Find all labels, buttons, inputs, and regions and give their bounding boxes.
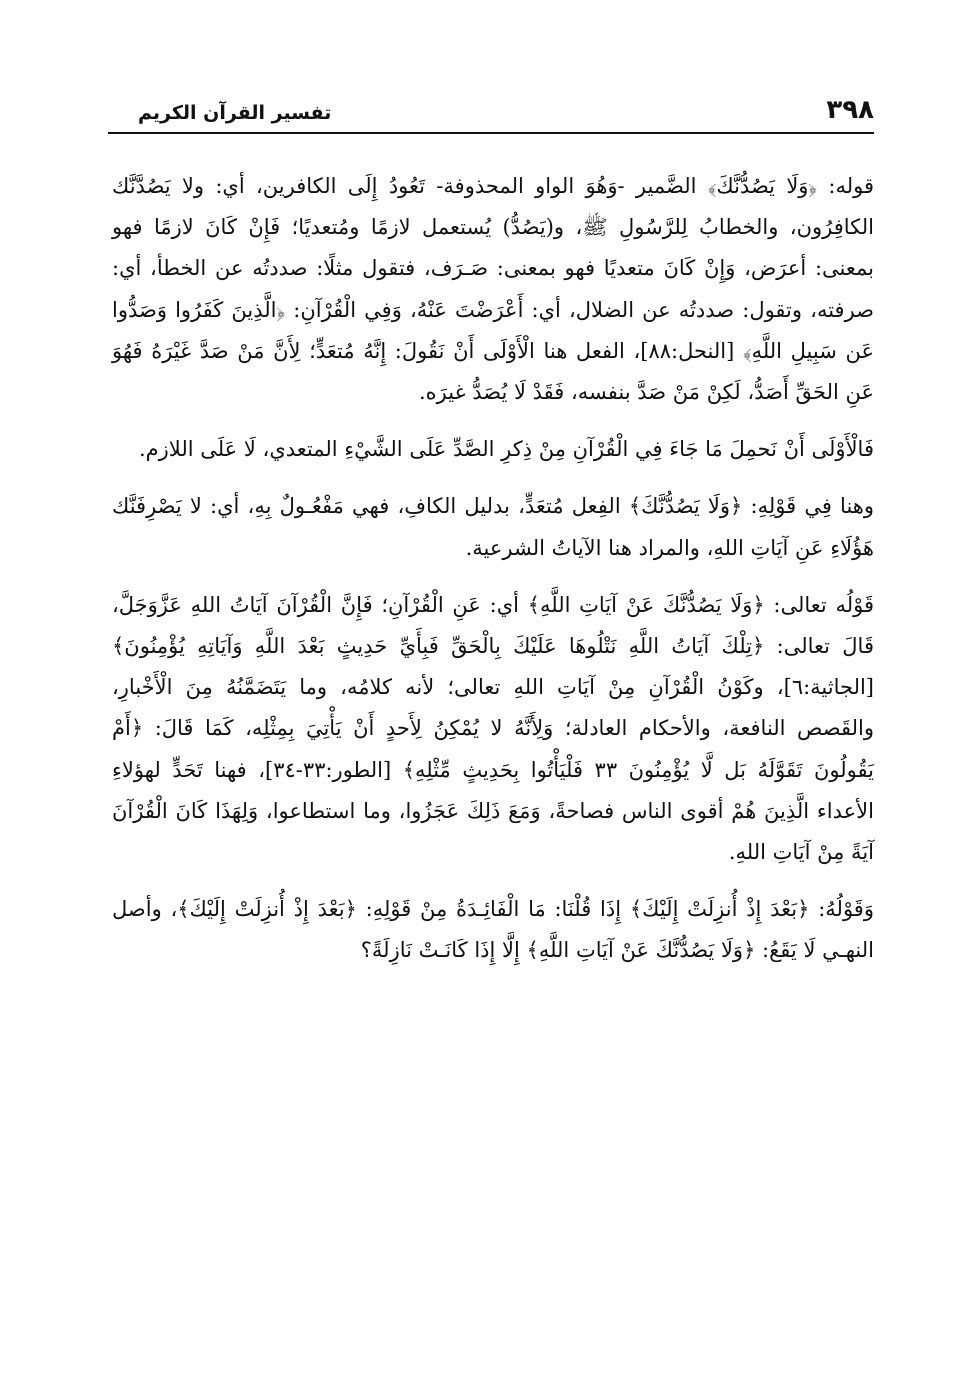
paragraph-2: فَالْأَوْلَى أَنْ نَحمِلَ مَا جَاءَ فِي الْقُرْآنِ مِنْ ذِكرِ الصَّدِّ عَلَى الشَّيْءِ المتعدي، لَا عَلَى اللازم. <box>138 437 874 462</box>
book-title: تفسير القرآن الكريم <box>138 102 332 124</box>
paragraph-4: قَوْلُه تعالى: ﴿وَلَا يَصُدُّنَّكَ عَنْ آيَاتِ اللَّهِ﴾ أي: عَنِ الْقُرْآنِ؛ فَإِنَّ الْقُرْآنَ آيَاتُ اللهِ عَزَّوَجَلَّ، قَالَ تعالى: ﴿تِلْكَ آيَاتُ اللَّهِ نَتْلُوهَا عَلَيْكَ بِالْحَقِّ فَبِأَيِّ حَدِيثٍ بَعْدَ اللَّهِ وَآيَاتِهِ يُؤْمِنُونَ﴾ [الجاثية:٦]، وكَوْنُ الْقُرْآنِ مِنْ آيَاتِ اللهِ تعالى؛ لأنه كلامُه، وما يَتَضَمَّنُهُ مِنَ الْأَخْبارِ، والقَصص النافعة، والأحكام العادلة؛ وَلِأَنَّهُ لا يُمْكِنُ لِأَحدٍ أَنْ يَأْتِيَ بِمِثْلِه، كَمَا قَالَ: ﴿أَمْ يَقُولُونَ تَقَوَّلَهُ بَل لَّا يُؤْمِنُونَ ٣٣ فَلْيَأْتُوا بِحَدِيثٍ مِّثْلِهِ﴾ [الطور:٣٣-٣٤]، فهنا تَحَدٍّ لهؤلاءِ الأعداء الَّذِينَ هُمْ أقوى الناس فصاحةً، وَمَعَ ذَلِكَ عَجَزُوا، وما استطاعوا، وَلِهَذَا كَانَ الْقُرْآنَ آيَةً مِنْ آيَاتِ اللهِ. <box>112 592 874 865</box>
paragraph-5: وَقَوْلُهُ: ﴿بَعْدَ إِذْ أُنزِلَتْ إِلَيْكَ﴾ إِذَا قُلْنَا: مَا الْفَائِـدَةُ مِنْ قَوْلِهِ: ﴿بَعْدَ إِذْ أُنزِلَتْ إِلَيْكَ﴾، وأصل النهـي لَا يَقَعُ: ﴿وَلَا يَصُدُّنَّكَ عَنْ آيَاتِ اللَّهِ﴾ إِلَّا إِذَا كَانَـتْ نَازِلَةً؟ <box>112 897 874 963</box>
page-body <box>112 166 874 988</box>
paragraph-1: قوله: ﴿وَلَا يَصُدُّنَّكَ﴾ الضَّمير -وَهُوَ الواو المحذوفة- تَعُودُ إِلَى الكافرين، أي: ولا يَصُدَّنَّك الكافِرُون، والخطابُ لِلرَّسُولِ ﷺ، و(يَصُدُّ) يُستعمل لازمًا ومُتعديًا؛ فَإِنْ كَانَ لازمًا فهو بمعنى: أعرَض، وَإِنْ كَانَ متعديًا فهو بمعنى: صَـرَف، فتقول مثلًا: صددتُه عن الخطأ، أي: صرفته، وتقول: صددتُه عن الضلال، أي: أَعْرَضْتَ عَنْهُ، وَفِي الْقُرْآنِ: ﴿الَّذِينَ كَفَرُوا وَصَدُّوا عَن سَبِيلِ اللَّهِ﴾ [النحل:٨٨]، الفعل هنا الْأَوْلَى أَنْ نَقُولَ: إِنَّهُ مُتعَدٍّ؛ لِأَنَّ مَنْ صَدَّ غَيْرَهُ فَهُوَ عَنِ الحَقِّ أَصَدُّ، لَكِنْ مَنْ صَدَّ بنفسه، فَقَدْ لَا يُصَدُّ غيرَه. <box>112 174 874 405</box>
page-header <box>108 92 874 134</box>
paragraph-3: وهنا فِي قَوْلِهِ: ﴿وَلَا يَصُدُّنَّكَ﴾ الفِعل مُتعَدٍّ، بدليل الكافِ، فهي مَفْعُـولٌ بِهِ، أي: لا يَصْرِفَنَّك هَؤُلَاءِ عَنِ آيَاتِ اللهِ، والمراد هنا الآياتُ الشرعية. <box>112 494 874 560</box>
page-number: ٣٩٨ <box>826 95 874 125</box>
